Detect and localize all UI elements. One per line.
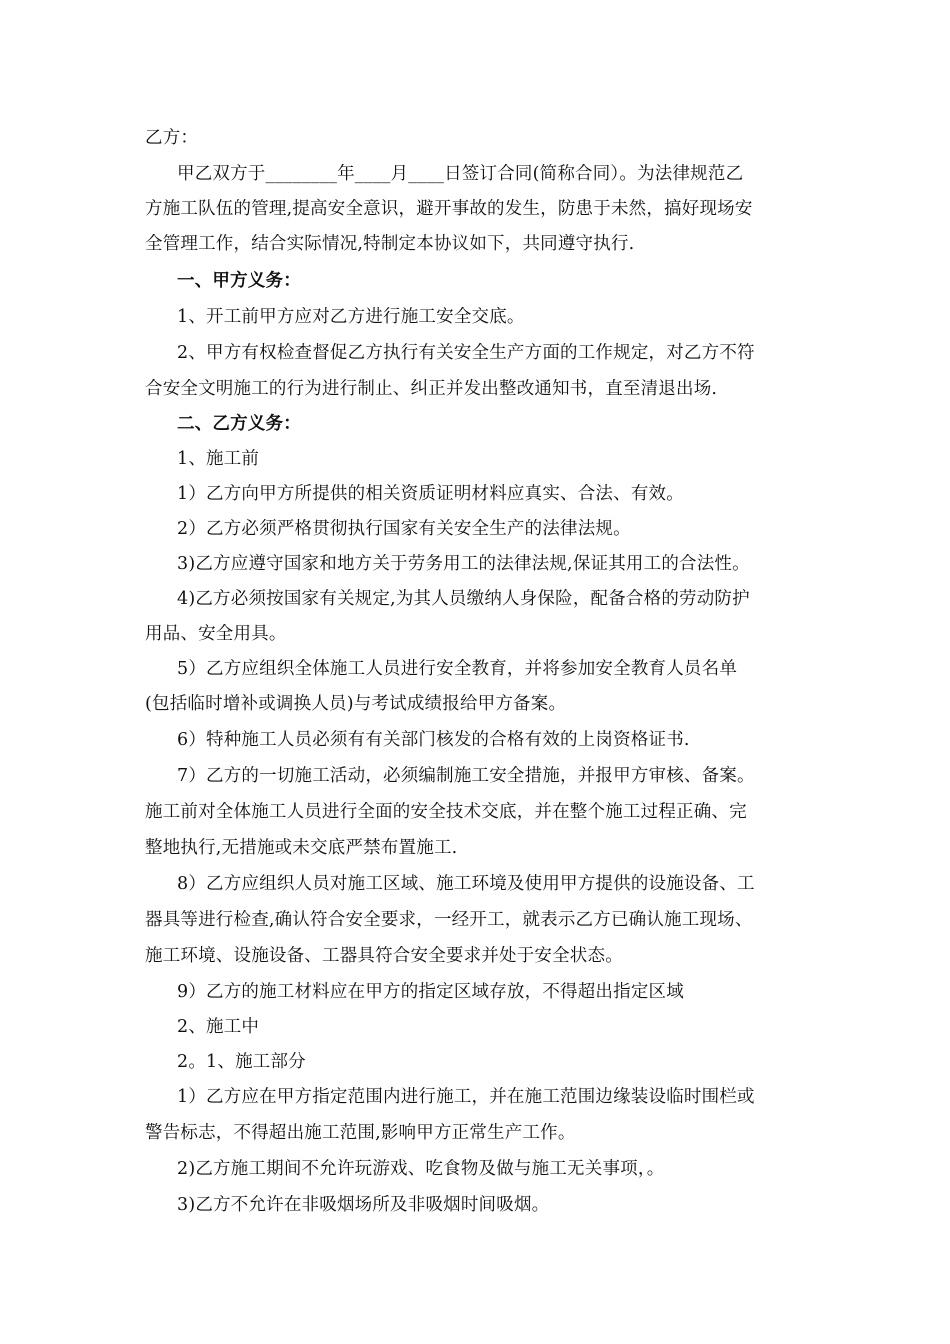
paragraph-line: 6）特种施工人员必须有有关部门核发的合格有效的上岗资格证书.: [177, 730, 690, 750]
paragraph-line: 警告标志，不得超出施工范围,影响甲方正常生产工作。: [145, 1123, 576, 1143]
paragraph-line: 4)乙方必须按国家有关规定,为其人员缴纳人身保险，配备合格的劳动防护: [177, 589, 750, 609]
paragraph-line: 2）乙方必须严格贯彻执行国家有关安全生产的法律法规。: [177, 519, 631, 539]
paragraph-line: 1）乙方应在甲方指定范围内进行施工，并在施工范围边缘装设临时围栏或: [177, 1087, 755, 1107]
section-heading-party-a: 一、甲方义务：: [177, 271, 301, 291]
paragraph-line: 3)乙方应遵守国家和地方关于劳务用工的法律法规,保证其用工的合法性。: [177, 554, 750, 574]
paragraph-line: 8）乙方应组织人员对施工区域、施工环境及使用甲方提供的设施设备、工: [177, 874, 755, 894]
paragraph-line: 整地执行,无措施或未交底严禁布置施工.: [145, 838, 458, 858]
subsection-heading: 1、施工前: [177, 449, 260, 469]
paragraph-line: 2、甲方有权检查督促乙方执行有关安全生产方面的工作规定，对乙方不符: [177, 343, 755, 363]
paragraph-line: 7）乙方的一切施工活动，必须编制施工安全措施，并报甲方审核、备案。: [177, 766, 755, 786]
paragraph-line: 全管理工作，结合实际情况,特制定本协议如下，共同遵守执行.: [145, 234, 635, 254]
paragraph-line: 9）乙方的施工材料应在甲方的指定区域存放，不得超出指定区域: [177, 982, 684, 1002]
paragraph-line: 施工环境、设施设备、工器具符合安全要求并处于安全状态。: [145, 946, 623, 966]
subsection-heading: 2。1、施工部分: [177, 1052, 306, 1072]
paragraph-line: 2)乙方施工期间不允许玩游戏、吃食物及做与施工无关事项，。: [177, 1159, 665, 1179]
paragraph-line: 5）乙方应组织全体施工人员进行安全教育，并将参加安全教育人员名单: [177, 659, 738, 679]
subsection-heading: 2、施工中: [177, 1017, 260, 1037]
paragraph-line: 1）乙方向甲方所提供的相关资质证明材料应真实、合法、有效。: [177, 484, 684, 504]
party-b-label: 乙方：: [145, 128, 199, 148]
paragraph-line: 合安全文明施工的行为进行制止、纠正并发出整改通知书，直至清退出场.: [145, 379, 718, 399]
paragraph-line: 甲乙双方于________年____月____日签订合同(简称合同）。为法律规范乙: [177, 164, 744, 184]
paragraph-line: 用品、安全用具。: [145, 624, 287, 644]
paragraph-line: 施工前对全体施工人员进行全面的安全技术交底，并在整个施工过程正确、完: [145, 802, 747, 822]
paragraph-line: 器具等进行检查,确认符合安全要求，一经开工，就表示乙方已确认施工现场、: [145, 910, 753, 930]
paragraph-line: 1、开工前甲方应对乙方进行施工安全交底。: [177, 307, 525, 327]
paragraph-line: (包括临时增补或调换人员)与考试成绩报给甲方备案。: [145, 694, 567, 714]
section-heading-party-b: 二、乙方义务：: [177, 414, 301, 434]
paragraph-line: 方施工队伍的管理,提高安全意识，避开事故的发生，防患于未然，搞好现场安: [145, 199, 753, 219]
paragraph-line: 3)乙方不允许在非吸烟场所及非吸烟时间吸烟。: [177, 1195, 550, 1215]
